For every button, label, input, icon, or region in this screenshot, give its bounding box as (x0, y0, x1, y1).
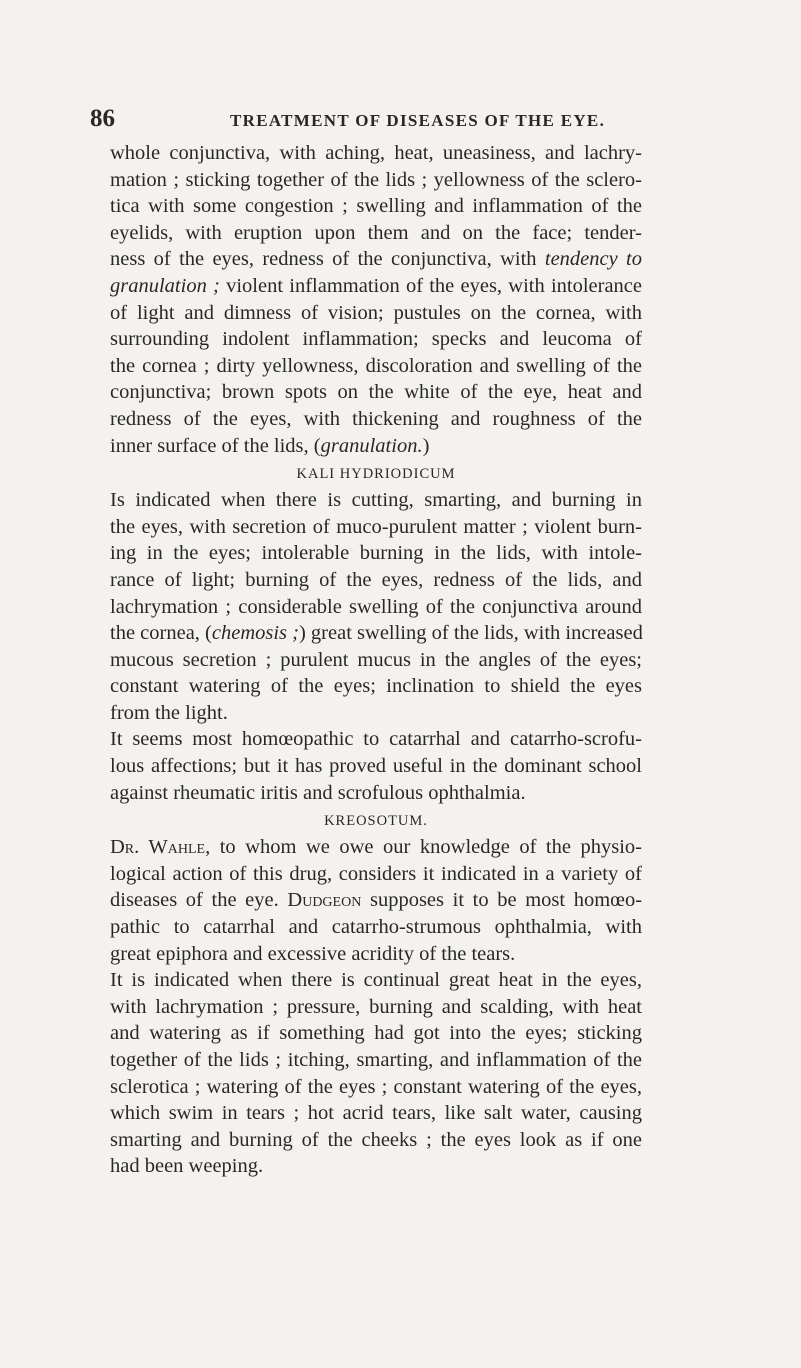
text-line: conjunctiva; brown spots on the white of the eye, heat and (110, 381, 642, 404)
text-span: inner surface of the lids, ( (110, 434, 321, 457)
text-span: supposes it to be most homœo- (369, 889, 643, 912)
text-line: which swim in tears ; hot acrid tears, like salt water, causing (110, 1102, 642, 1125)
italic-span: tendency to (544, 248, 643, 271)
text-line: mation ; sticking together of the lids ; yellowness of the sclero- (110, 168, 642, 191)
text-line: lachrymation ; considerable swelling of the conjunctiva around (110, 595, 642, 618)
text-line: mucous secretion ; purulent mucus in the angles of the eyes; (110, 648, 642, 671)
text-line (110, 273, 642, 300)
text-line: It is indicated when there is continual great heat in the eyes, (110, 969, 642, 992)
text-line: smarting and burning of the cheeks ; the eyes look as if one (110, 1128, 642, 1151)
text-line: great epiphora and excessive acridity of the tears. (110, 942, 516, 965)
text-line: of light and dimness of vision; pustules on the cornea, with (110, 301, 642, 324)
section-heading-kali: KALI HYDRIODICUM (296, 466, 456, 483)
text-line: constant watering of the eyes; inclination to shield the eyes (110, 675, 642, 698)
text-line: pathic to catarrhal and catarrho-strumous ophthalmia, with (110, 916, 642, 939)
text-line: tica with some congestion ; swelling and inflammation of the (110, 195, 642, 218)
text-span: ) (422, 434, 430, 457)
paragraph-continuation (110, 140, 642, 459)
text-line: rance of light; burning of the eyes, redness of the lids, and (110, 568, 642, 591)
text-line: It seems most homœopathic to catarrhal and catarrho-scrofu- (110, 728, 642, 751)
text-line: Is indicated when there is cutting, smarting, and burning in (110, 489, 642, 512)
text-line (110, 887, 642, 914)
author-name: Dr. Wahle, (110, 836, 211, 859)
text-line: against rheumatic iritis and scrofulous ophthalmia. (110, 781, 526, 804)
text-line (110, 246, 642, 273)
text-line: redness of the eyes, with thickening and roughness of the (110, 407, 642, 430)
text-line: eyelids, with eruption upon them and on the face; tender- (110, 221, 642, 244)
text-line: with lachrymation ; pressure, burning and scalding, with heat (110, 995, 642, 1018)
section-heading-kreosotum: KREOSOTUM. (324, 813, 428, 830)
text-line (110, 433, 642, 460)
text-span: to whom we owe our knowledge of the physio- (219, 836, 642, 859)
text-line: the cornea ; dirty yellowness, discoloration and swelling of the (110, 354, 642, 377)
paragraph-kreosotum (110, 834, 642, 1180)
body-text (110, 140, 642, 1180)
text-line: and watering as if something had got into the eyes; sticking (110, 1022, 642, 1045)
text-line (110, 834, 642, 861)
text-line: the eyes, with secretion of muco-purulent matter ; violent burn- (110, 515, 642, 538)
text-span: diseases of the eye. (110, 889, 279, 912)
italic-span: granulation ; (110, 274, 220, 297)
author-name: Dudgeon (287, 889, 362, 912)
italic-span: granulation. (320, 434, 423, 457)
text-span: the cornea, ( (110, 622, 212, 645)
text-span: violent inflammation of the eyes, with intolerance (226, 274, 643, 297)
text-line (110, 620, 642, 647)
paragraph-kali (110, 487, 642, 806)
text-line: had been weeping. (110, 1155, 264, 1178)
text-line: ing in the eyes; intolerable burning in the lids, with intole- (110, 542, 642, 565)
text-line: surrounding indolent inflammation; specks and leucoma of (110, 328, 642, 351)
text-line: from the light. (110, 701, 228, 724)
text-line: sclerotica ; watering of the eyes ; constant watering of the eyes, (110, 1075, 642, 1098)
text-line: lous affections; but it has proved useful in the dominant school (110, 755, 642, 778)
text-span: ness of the eyes, redness of the conjunctiva, with (110, 248, 537, 271)
text-line: whole conjunctiva, with aching, heat, uneasiness, and lachry- (110, 142, 642, 164)
page-number: 86 (90, 105, 115, 132)
running-head: TREATMENT OF DISEASES OF THE EYE. (230, 111, 606, 130)
text-span: ) great swelling of the lids, with increased (298, 622, 643, 645)
text-line: together of the lids ; itching, smarting, and inflammation of the (110, 1049, 642, 1071)
text-line: logical action of this drug, considers it indicated in a variety of (110, 862, 642, 885)
page-header (90, 104, 730, 134)
italic-span: chemosis ; (211, 622, 299, 645)
